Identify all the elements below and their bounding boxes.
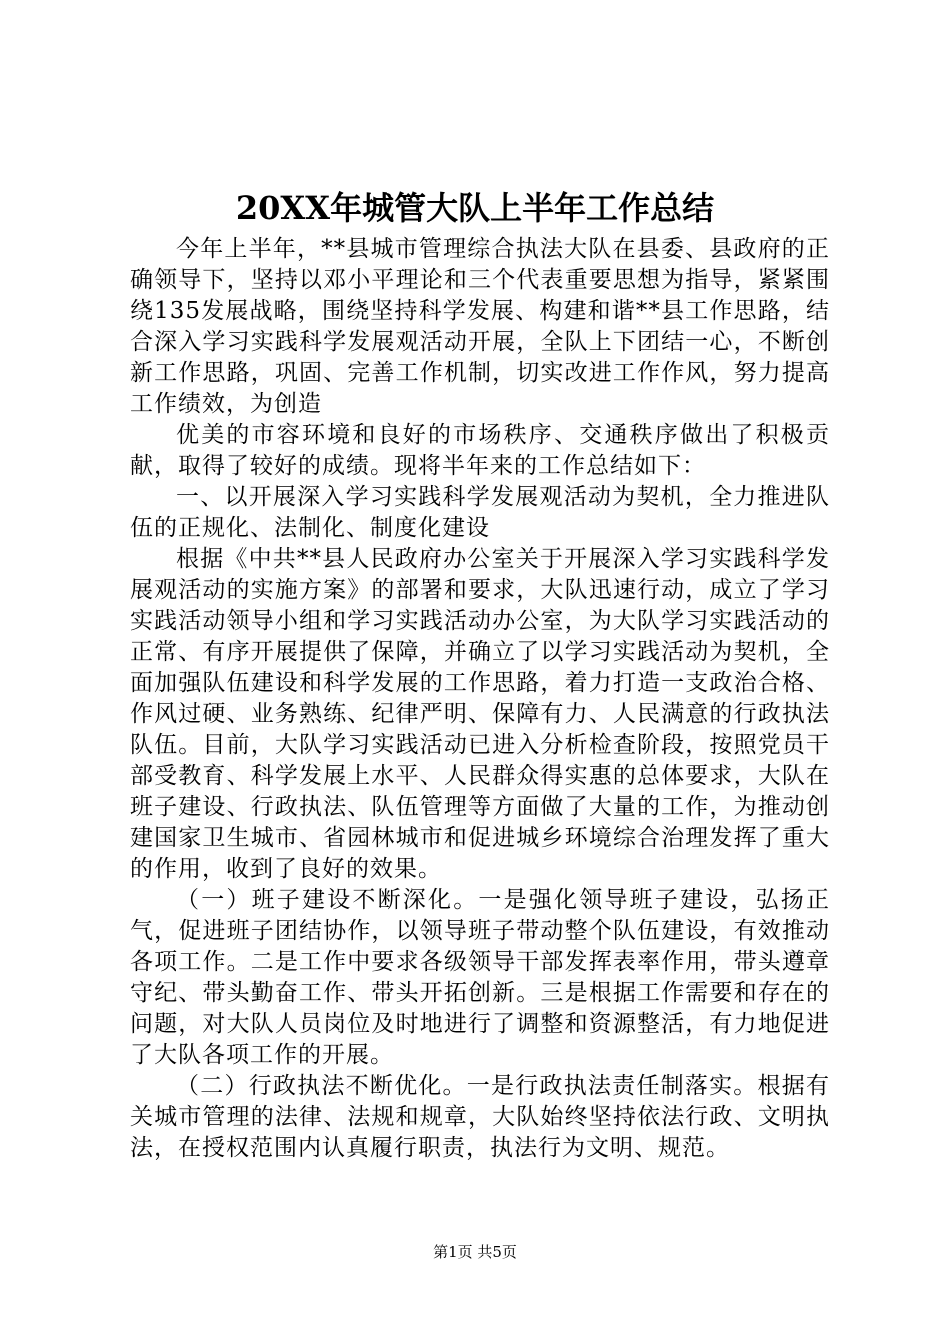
document-title: 20XX年城管大队上半年工作总结 [235, 189, 715, 227]
paragraph: 根据《中共**县人民政府办公室关于开展深入学习实践科学发展观活动的实施方案》的部署和要求，大队迅速行动，成立了学习实践活动领导小组和学习实践活动办公室，为大队学习实践活动的正常、有序开展提供了保障，并确立了以学习实践活动为契机，全面加强队伍建设和科学发展的工作思路，着力打造一支政治合格、作风过硬、业务熟练、纪律严明、保障有力、人民满意的行政执法队伍。目前，大队学习实践活动已进入分析检查阶段，按照党员干部受教育、科学发展上水平、人民群众得实惠的总体要求，大队在班子建设、行政执法、队伍管理等方面做了大量的工作，为推动创建国家卫生城市、省园林城市和促进城乡环境综合治理发挥了重大的作用，收到了良好的效果。 [130, 546, 830, 882]
paragraph: （二）行政执法不断优化。一是行政执法责任制落实。根据有关城市管理的法律、法规和规章，大队始终坚持依法行政、文明执法，在授权范围内认真履行职责，执法行为文明、规范。 [130, 1073, 830, 1161]
paragraph: 今年上半年，**县城市管理综合执法大队在县委、县政府的正确领导下，坚持以邓小平理论和三个代表重要思想为指导，紧紧围绕135发展战略，围绕坚持科学发展、构建和谐**县工作思路，结合深入学习实践科学发展观活动开展，全队上下团结一心，不断创新工作思路，巩固、完善工作机制，切实改进工作作风，努力提高工作绩效，为创造 [130, 236, 830, 417]
paragraph: 优美的市容环境和良好的市场秩序、交通秩序做出了积极贡献，取得了较好的成绩。现将半年来的工作总结如下： [130, 422, 830, 479]
document-body [130, 234, 830, 1164]
paragraph: （一）班子建设不断深化。一是强化领导班子建设，弘扬正气，促进班子团结协作，以领导班子带动整个队伍建设，有效推动各项工作。二是工作中要求各级领导干部发挥表率作用，带头遵章守纪、带头勤奋工作、带头开拓创新。三是根据工作需要和存在的问题，对大队人员岗位及时地进行了调整和资源整活，有力地促进了大队各项工作的开展。 [130, 887, 830, 1068]
page-number-footer: 第1页 共5页 [433, 1243, 517, 1261]
section-heading: 一、以开展深入学习实践科学发展观活动为契机，全力推进队伍的正规化、法制化、制度化建设 [130, 484, 830, 541]
